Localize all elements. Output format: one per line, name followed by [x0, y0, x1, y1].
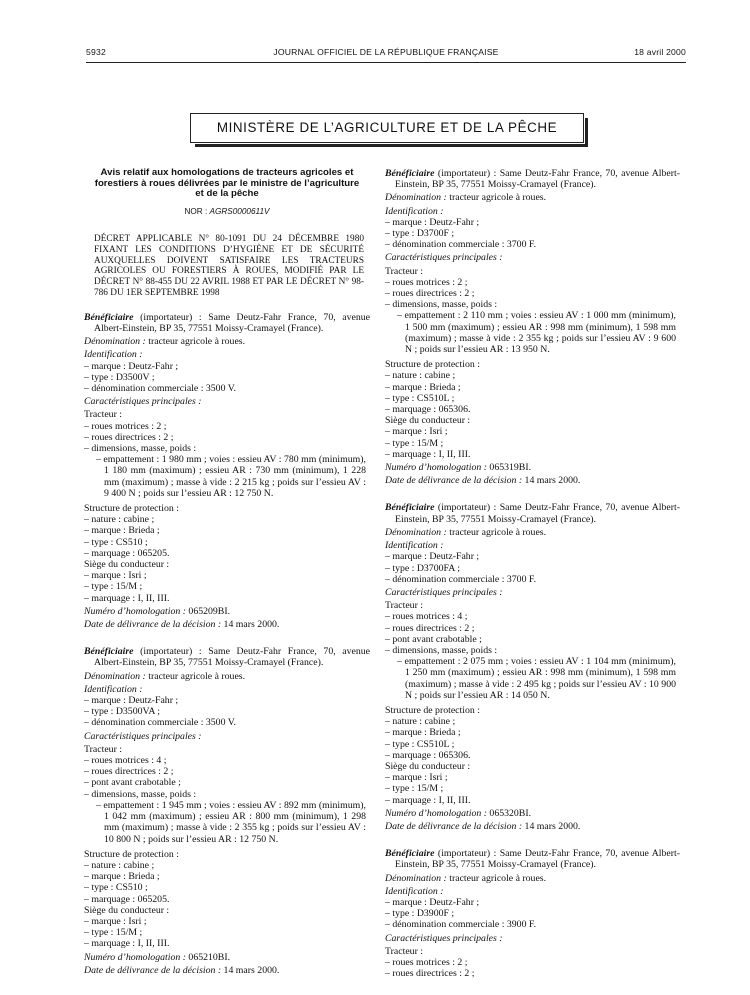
- homologation-entry: [84, 646, 370, 976]
- siege-heading: Siège du conducteur :: [385, 760, 471, 772]
- denomination: Dénomination : tracteur agricole à roues.: [385, 192, 547, 204]
- structure-item: – type : CS510L ;: [385, 738, 455, 750]
- denomination-label: Dénomination :: [385, 192, 447, 204]
- numero-homologation: Numéro d’homologation : 065209BI.: [84, 605, 231, 617]
- journal-title: JOURNAL OFFICIEL DE LA RÉPUBLIQUE FRANÇAISE: [273, 47, 499, 57]
- siege-item: – marquage : I, II, III.: [385, 794, 471, 806]
- denomination-label: Dénomination :: [84, 336, 146, 348]
- date-delivrance: Date de délivrance de la décision : 14 mars 2000.: [84, 619, 280, 631]
- tracteur-item: – dimensions, masse, poids :: [385, 299, 498, 311]
- tracteur-item: – roues motrices : 2 ;: [385, 276, 468, 288]
- nor-label: NOR :: [184, 206, 208, 216]
- caracteristiques-heading: Caractéristiques principales :: [84, 396, 202, 408]
- structure-item: – nature : cabine ;: [84, 859, 155, 871]
- siege-item: – marque : Isri ;: [84, 915, 147, 927]
- beneficiaire: Bénéficiaire (importateur) : Same Deutz-Fahr France, 70, avenue Albert-Einstein, BP 35, 77551 Moissy-Cramayel (France).: [84, 311, 370, 334]
- structure-item: – marque : Brieda ;: [84, 871, 160, 883]
- beneficiaire-label: Bénéficiaire: [385, 848, 435, 860]
- homologation-entry: [385, 168, 680, 486]
- structure-heading: Structure de protection :: [84, 503, 179, 515]
- structure-item: – marque : Brieda ;: [385, 381, 461, 393]
- identification-item: – type : D3500V ;: [84, 371, 155, 383]
- numero-homologation: Numéro d’homologation : 065320BI.: [385, 807, 532, 819]
- siege-item: – marque : Isri ;: [385, 772, 448, 784]
- date-delivrance-label: Date de délivrance de la décision :: [385, 475, 523, 487]
- numero-homologation: Numéro d’homologation : 065210BI.: [84, 951, 231, 963]
- caracteristiques-heading: Caractéristiques principales :: [84, 730, 202, 742]
- tracteur-item: – roues motrices : 4 ;: [84, 755, 167, 767]
- numero-homologation-label: Numéro d’homologation :: [385, 462, 487, 474]
- homologation-entry: [385, 502, 680, 832]
- date-delivrance-label: Date de délivrance de la décision :: [84, 964, 222, 976]
- structure-item: – type : CS510 ;: [84, 536, 148, 548]
- tracteur-item: – roues directrices : 2 ;: [84, 766, 174, 778]
- siege-item: – marquage : I, II, III.: [84, 938, 170, 950]
- caracteristiques-heading: Caractéristiques principales :: [385, 932, 503, 944]
- denomination-label: Dénomination :: [84, 670, 146, 682]
- beneficiaire-label: Bénéficiaire: [84, 311, 134, 323]
- identification-item: – type : D3700F ;: [385, 228, 455, 240]
- tracteur-heading: Tracteur :: [84, 409, 123, 421]
- identification-item: – dénomination commerciale : 3700 F.: [385, 573, 537, 585]
- siege-item: – marque : Isri ;: [385, 426, 448, 438]
- tracteur-heading: Tracteur :: [84, 743, 123, 755]
- tracteur-item: – pont avant crabotable ;: [84, 777, 181, 789]
- tracteur-item: – roues motrices : 2 ;: [84, 420, 167, 432]
- left-column: [84, 168, 370, 992]
- siege-item: – type : 15/M ;: [385, 437, 444, 449]
- tracteur-item: – dimensions, masse, poids :: [84, 788, 197, 800]
- structure-heading: Structure de protection :: [385, 704, 480, 716]
- siege-heading: Siège du conducteur :: [84, 559, 170, 571]
- denomination: Dénomination : tracteur agricole à roues.: [385, 872, 547, 884]
- identification-item: – marque : Deutz-Fahr ;: [385, 216, 480, 228]
- beneficiaire-label: Bénéficiaire: [385, 502, 435, 514]
- date-delivrance-label: Date de délivrance de la décision :: [84, 619, 222, 631]
- structure-item: – marque : Brieda ;: [84, 525, 160, 537]
- identification-item: – dénomination commerciale : 3700 F.: [385, 239, 537, 251]
- siege-item: – type : 15/M ;: [84, 581, 143, 593]
- running-head: [86, 47, 686, 61]
- nor-reference: [84, 206, 370, 217]
- tracteur-item: – roues directrices : 2 ;: [84, 431, 174, 443]
- identification-heading: Identification :: [385, 540, 444, 552]
- dimensions-detail: – empattement : 2 110 mm ; voies : essieu AV : 1 000 mm (minimum), 1 500 mm (maximum) ; essieu AR : 998 mm (minimum), 1 598 mm (maximum) ; masse à vide : 2 355 kg ; poids sur l’essieu AV : 9 600 N ; poids sur l’essieu AR : 13 950 N.: [397, 310, 676, 356]
- denomination-label: Dénomination :: [385, 872, 447, 884]
- identification-item: – dénomination commerciale : 3500 V.: [84, 382, 237, 394]
- structure-item: – marquage : 065306.: [385, 404, 471, 416]
- structure-heading: Structure de protection :: [385, 359, 480, 371]
- siege-heading: Siège du conducteur :: [385, 415, 471, 427]
- numero-homologation-label: Numéro d’homologation :: [385, 807, 487, 819]
- tracteur-item: – roues motrices : 2 ;: [385, 957, 468, 968]
- structure-item: – nature : cabine ;: [385, 370, 456, 382]
- identification-item: – dénomination commerciale : 3500 V.: [84, 717, 237, 729]
- denomination: Dénomination : tracteur agricole à roues.: [84, 336, 246, 348]
- tracteur-item: – roues directrices : 2 ;: [385, 622, 475, 634]
- date-delivrance-label: Date de délivrance de la décision :: [385, 820, 523, 832]
- tracteur-item: – dimensions, masse, poids :: [84, 443, 197, 454]
- siege-item: – marquage : I, II, III.: [385, 448, 471, 460]
- beneficiaire: Bénéficiaire (importateur) : Same Deutz-Fahr France, 70, avenue Albert-Einstein, BP 35, 77551 Moissy-Cramayel (France).: [385, 848, 680, 871]
- nor-code: AGRS0000611V: [209, 206, 270, 216]
- structure-item: – nature : cabine ;: [84, 514, 155, 526]
- identification-item: – type : D3500VA ;: [84, 706, 161, 718]
- numero-homologation-label: Numéro d’homologation :: [84, 605, 186, 617]
- tracteur-item: – roues motrices : 4 ;: [385, 611, 468, 623]
- siege-item: – type : 15/M ;: [84, 927, 143, 939]
- beneficiaire: Bénéficiaire (importateur) : Same Deutz-Fahr France, 70, avenue Albert-Einstein, BP 35, 77551 Moissy-Cramayel (France).: [385, 502, 680, 525]
- tracteur-heading: Tracteur :: [385, 945, 424, 957]
- beneficiaire-label: Bénéficiaire: [385, 168, 435, 179]
- dimensions-detail: – empattement : 2 075 mm ; voies : essieu AV : 1 104 mm (minimum), 1 250 mm (maximum) ; essieu AR : 998 mm (minimum), 1 598 mm (maximum) ; masse à vide : 2 495 kg ; poids sur l’essieu AV : 10 900 N ; poids sur l’essieu AR : 14 050 N.: [397, 656, 676, 701]
- denomination: Dénomination : tracteur agricole à roues.: [84, 670, 246, 682]
- identification-item: – marque : Deutz-Fahr ;: [84, 360, 179, 372]
- numero-homologation: Numéro d’homologation : 065319BI.: [385, 462, 532, 474]
- structure-item: – marquage : 065306.: [385, 749, 471, 761]
- numero-homologation-label: Numéro d’homologation :: [84, 951, 186, 963]
- identification-item: – dénomination commerciale : 3900 F.: [385, 919, 537, 931]
- issue-date: 18 avril 2000: [634, 47, 686, 57]
- structure-item: – nature : cabine ;: [385, 716, 456, 728]
- date-delivrance: Date de délivrance de la décision : 14 mars 2000.: [84, 964, 280, 976]
- siege-item: – marquage : I, II, III.: [84, 592, 170, 604]
- avis-title: Avis relatif aux homologations de tracteurs agricoles et forestiers à roues délivrées par le ministre de l’agriculture et de la pêche: [94, 167, 360, 200]
- identification-item: – marque : Deutz-Fahr ;: [84, 695, 179, 707]
- siege-item: – type : 15/M ;: [385, 783, 444, 795]
- tracteur-item: – roues directrices : 2 ;: [385, 968, 475, 980]
- identification-item: – type : D3900F ;: [385, 908, 455, 920]
- identification-heading: Identification :: [385, 885, 444, 897]
- identification-heading: Identification :: [385, 205, 444, 217]
- ministry-box: [190, 113, 584, 143]
- siege-heading: Siège du conducteur :: [84, 904, 170, 916]
- homologation-entry: [385, 848, 680, 979]
- date-delivrance: Date de délivrance de la décision : 14 mars 2000.: [385, 820, 581, 832]
- ministry-title: MINISTÈRE DE L’AGRICULTURE ET DE LA PÊCHE: [216, 120, 558, 135]
- beneficiaire: Bénéficiaire (importateur) : Same Deutz-Fahr France, 70, avenue Albert-Einstein, BP 35, 77551 Moissy-Cramayel (France).: [385, 168, 680, 191]
- identification-heading: Identification :: [84, 349, 143, 361]
- header-rule: [86, 62, 686, 63]
- identification-item: – type : D3700FA ;: [385, 562, 460, 574]
- denomination-label: Dénomination :: [385, 526, 447, 538]
- tracteur-heading: Tracteur :: [385, 600, 424, 612]
- structure-heading: Structure de protection :: [84, 848, 179, 860]
- date-delivrance: Date de délivrance de la décision : 14 mars 2000.: [385, 475, 581, 487]
- identification-item: – marque : Deutz-Fahr ;: [385, 551, 480, 563]
- beneficiaire-label: Bénéficiaire: [84, 646, 134, 658]
- decret-reference: DÉCRET APPLICABLE N° 80-1091 DU 24 DÉCEMBRE 1980 FIXANT LES CONDITIONS D’HYGIÈNE ET DE SÉCURITÉ AUXQUELLES DOIVENT SATISFAIRE LES TRACTEURS AGRICOLES OU FORESTIERS À ROUES, MODIFIÉ PAR LE DÉCRET N° 88-455 DU 22 AVRIL 1988 ET PAR LE DÉCRET N° 98-786 DU 1ER SEPTEMBRE 1998: [94, 233, 364, 298]
- tracteur-item: – roues directrices : 2 ;: [385, 288, 475, 300]
- caracteristiques-heading: Caractéristiques principales :: [385, 586, 503, 598]
- dimensions-detail: – empattement : 1 945 mm ; voies : essieu AV : 892 mm (minimum), 1 042 mm (maximum) ; essieu AR : 800 mm (minimum), 1 298 mm (maximum) ; masse à vide : 2 355 kg ; poids sur l’essieu AV : 10 800 N ; poids sur l’essieu AR : 12 750 N.: [96, 799, 366, 845]
- structure-item: – marquage : 065205.: [84, 893, 170, 905]
- identification-heading: Identification :: [84, 683, 143, 695]
- structure-item: – type : CS510L ;: [385, 392, 455, 404]
- siege-item: – marque : Isri ;: [84, 570, 147, 582]
- tracteur-item: – pont avant crabotable ;: [385, 633, 482, 645]
- page-number: 5932: [86, 47, 106, 57]
- beneficiaire: Bénéficiaire (importateur) : Same Deutz-Fahr France, 70, avenue Albert-Einstein, BP 35, 77551 Moissy-Cramayel (France).: [84, 646, 370, 669]
- tracteur-heading: Tracteur :: [385, 265, 424, 277]
- identification-item: – marque : Deutz-Fahr ;: [385, 896, 480, 908]
- right-column: [385, 168, 680, 995]
- structure-item: – type : CS510 ;: [84, 882, 148, 894]
- dimensions-detail: – empattement : 1 980 mm ; voies : essieu AV : 780 mm (minimum), 1 180 mm (maximum) ; essieu AR : 730 mm (minimum), 1 228 mm (maximum) ; masse à vide : 2 215 kg ; poids sur l’essieu AV : 9 400 N ; poids sur l’essieu AR : 12 750 N.: [96, 454, 366, 499]
- homologation-entry: [84, 312, 370, 630]
- denomination: Dénomination : tracteur agricole à roues.: [385, 526, 547, 538]
- tracteur-item: – dimensions, masse, poids :: [385, 644, 498, 656]
- caracteristiques-heading: Caractéristiques principales :: [385, 252, 503, 264]
- structure-item: – marque : Brieda ;: [385, 727, 461, 739]
- structure-item: – marquage : 065205.: [84, 547, 170, 559]
